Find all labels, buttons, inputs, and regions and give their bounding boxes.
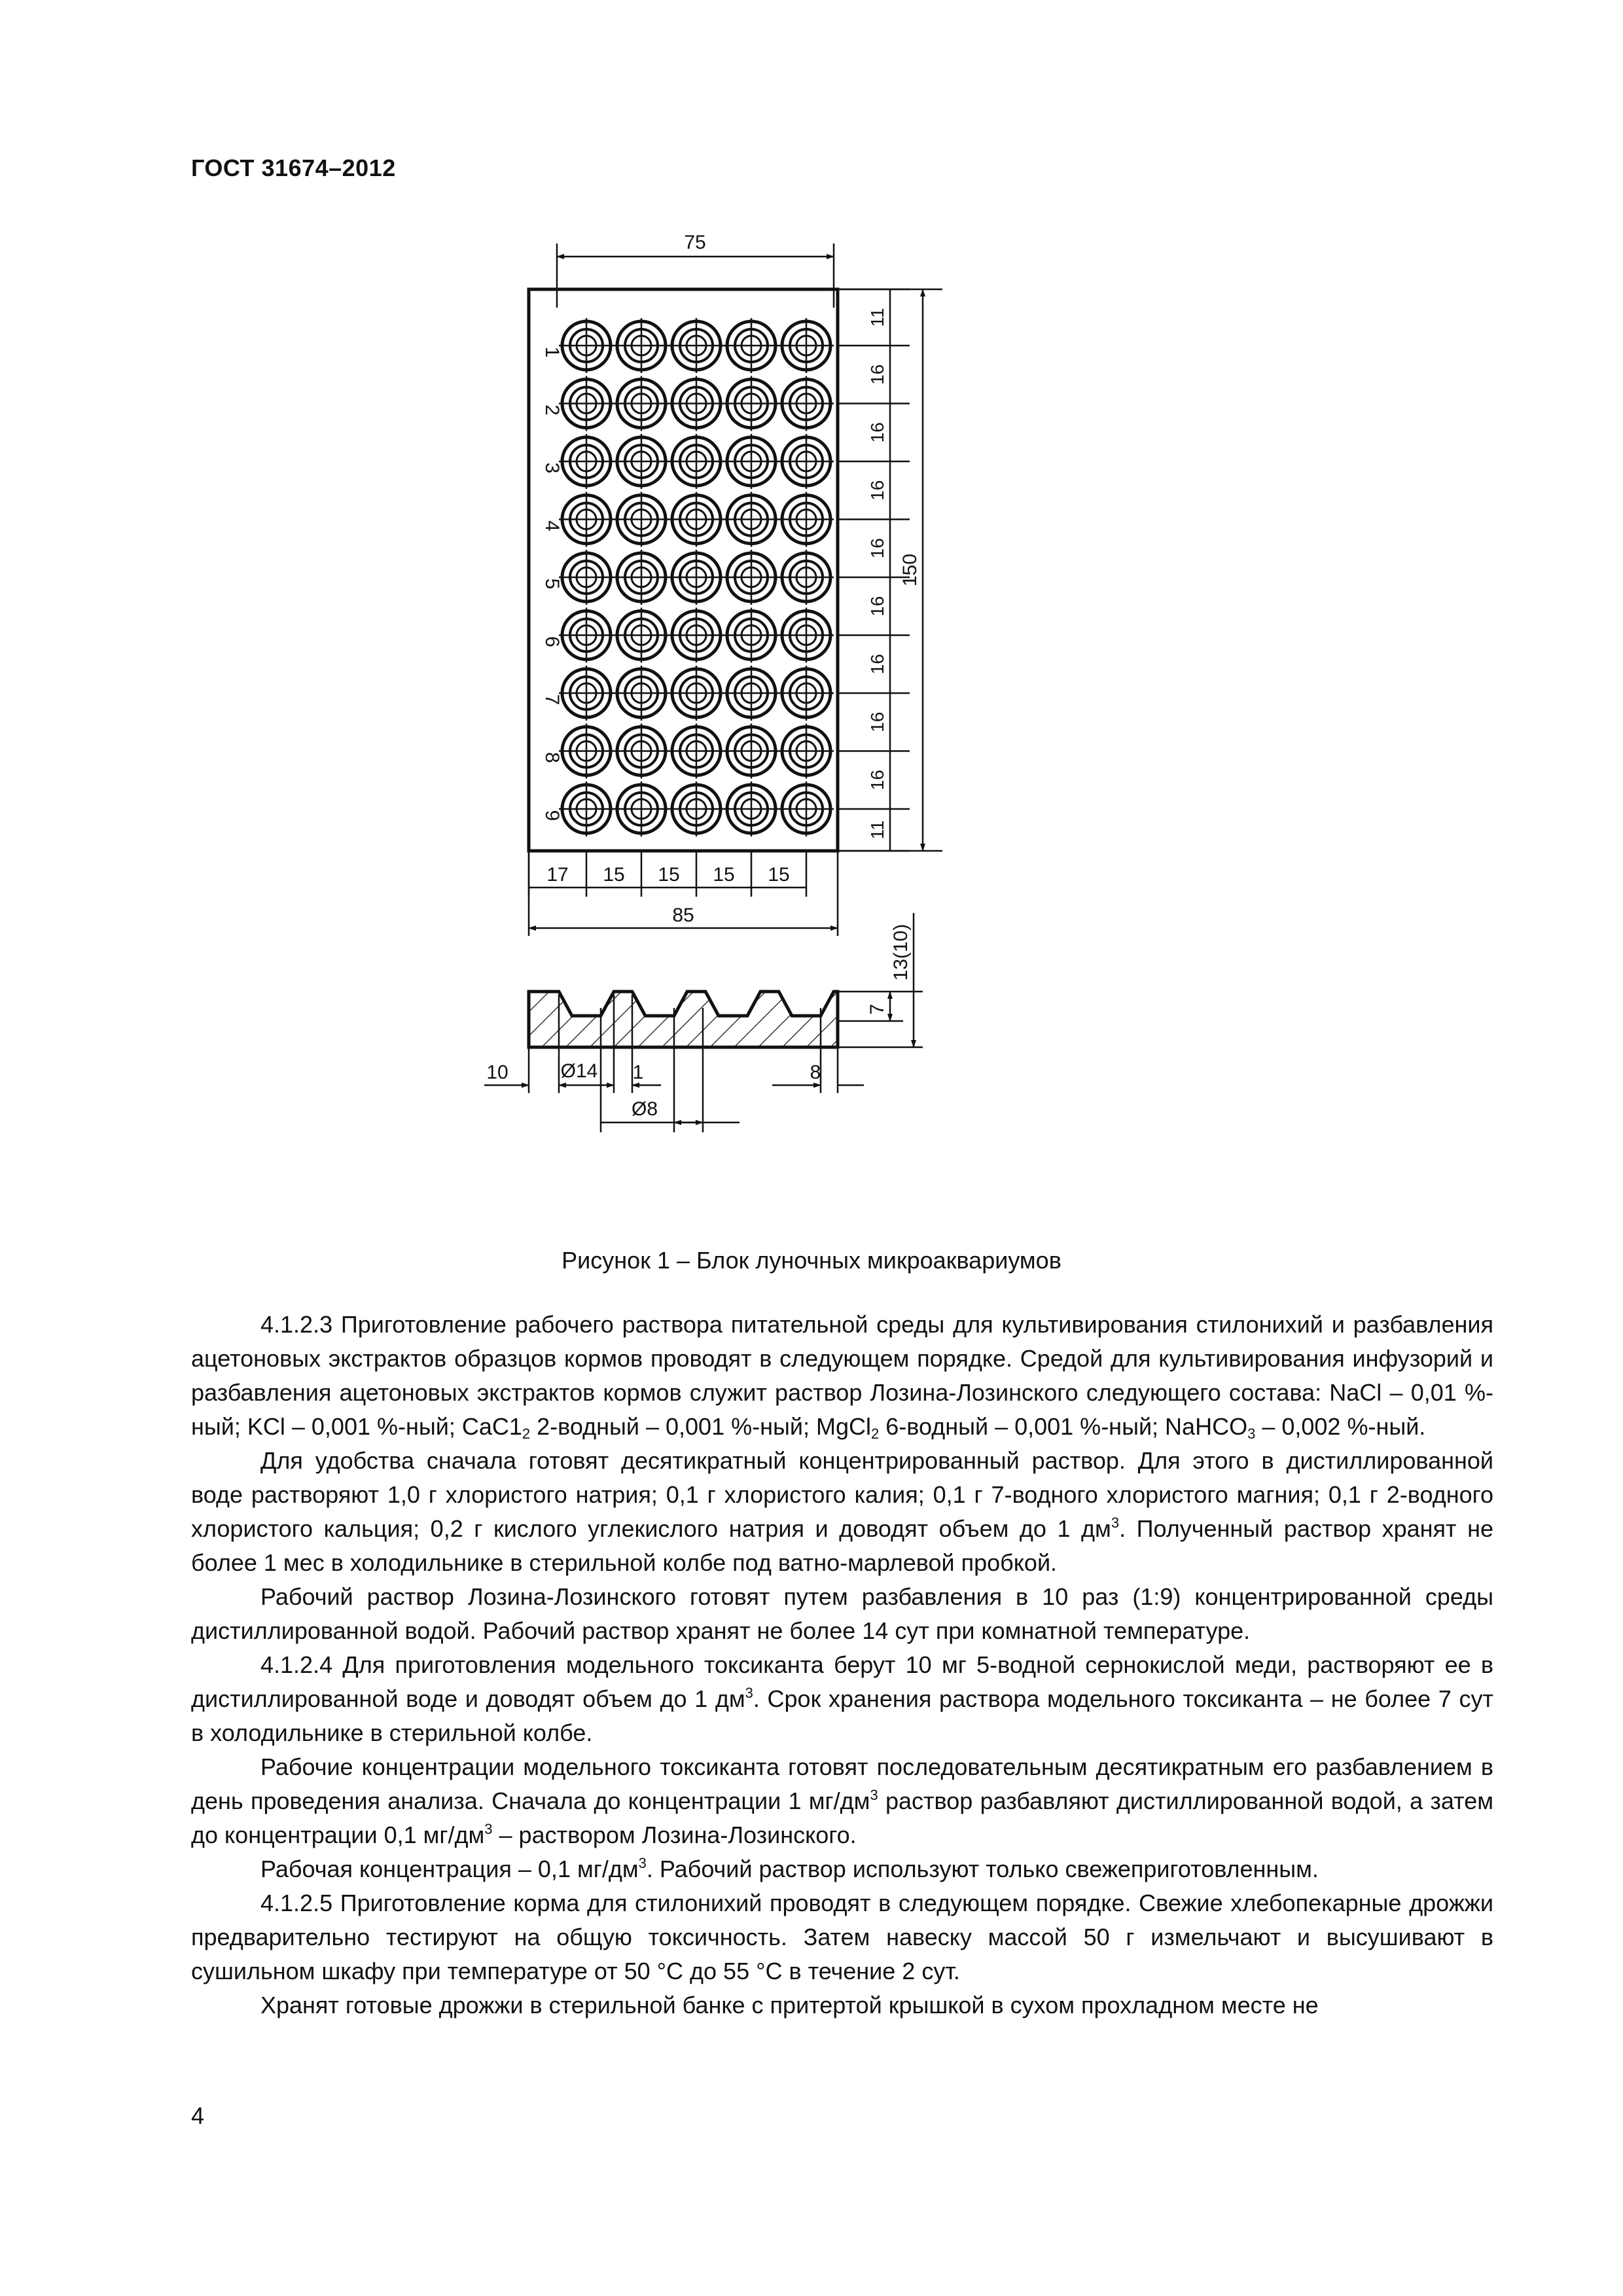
- row-spacing-label: 16: [867, 538, 887, 559]
- section-body: [529, 992, 838, 1047]
- column-spacing-label: 15: [658, 864, 680, 886]
- paragraph: [191, 1988, 1493, 2022]
- wells-grid: [559, 318, 834, 836]
- well: [724, 781, 779, 836]
- paragraph: [191, 1750, 1493, 1852]
- well: [669, 550, 724, 605]
- well: [669, 318, 724, 373]
- well: [614, 781, 669, 836]
- body-text: [191, 1308, 1493, 2022]
- well: [669, 781, 724, 836]
- well: [779, 434, 834, 489]
- well: [724, 376, 779, 431]
- text-run: Хранят готовые дрожжи в стерильной банке с притертой крышкой в сухом прохладном месте не: [260, 1992, 1319, 2018]
- height-label: 150: [899, 553, 921, 587]
- subscript: 3: [1247, 1426, 1256, 1442]
- text-run: 4.1.2.5 Приготовление корма для стилонихий проводят в следующем порядке. Свежие хлебопекарные дрожжи предварительно тестируют на общую токсичность. Затем навеску массой 50 г измельчают и высушивают в сушильном шкафу при температуре от 50 °С до 55 °С в течение 2 сут.: [191, 1890, 1493, 1984]
- text-run: Рабочий раствор Лозина-Лозинского готовят путем разбавления в 10 раз (1:9) концентрированной среды дистиллированной водой. Рабочий раствор хранят не более 14 сут при комнатной температуре.: [191, 1583, 1493, 1644]
- well: [724, 434, 779, 489]
- paragraph: [191, 1648, 1493, 1750]
- well: [724, 492, 779, 547]
- well: [724, 666, 779, 721]
- row-numbers: [541, 347, 563, 821]
- well: [559, 376, 614, 431]
- well: [779, 666, 834, 721]
- well: [614, 550, 669, 605]
- superscript: 3: [870, 1787, 878, 1803]
- well: [614, 376, 669, 431]
- well: [669, 608, 724, 663]
- well: [614, 608, 669, 663]
- well: [559, 492, 614, 547]
- paragraph: [191, 1308, 1493, 1444]
- text-run: . Срок хранения раствора модельного токсиканта – не более 7 сут в холодильнике в стерильной колбе.: [191, 1685, 1493, 1746]
- well: [779, 492, 834, 547]
- well: [779, 781, 834, 836]
- well: [559, 550, 614, 605]
- text-run: раствор разбавляют дистиллированной водой, а затем до концентрации 0,1 мг/дм: [191, 1787, 1494, 1848]
- section-label-d8: Ø8: [631, 1098, 658, 1120]
- paragraph: [191, 1852, 1493, 1886]
- well: [779, 376, 834, 431]
- section-height-7: 7: [866, 1003, 888, 1015]
- row-spacing-label: 16: [867, 711, 887, 732]
- column-spacing-label: 17: [546, 864, 569, 886]
- row-spacing-label: 16: [867, 364, 887, 385]
- well: [669, 434, 724, 489]
- well: [559, 666, 614, 721]
- well: [559, 781, 614, 836]
- well: [614, 724, 669, 779]
- well: [724, 724, 779, 779]
- section-label-1: 1: [632, 1062, 644, 1083]
- well: [779, 318, 834, 373]
- section-label-8: 8: [810, 1062, 821, 1083]
- well: [614, 666, 669, 721]
- text-run: Для удобства сначала готовят десятикратный концентрированный раствор. Для этого в дистиллированной воде растворяют 1,0 г хлористого натрия; 0,1 г хлористого калия; 0,1 г 7-водного хлористого магния; 0,1 г 2-водного хлористого кальция; 0,2 г кислого углекислого натрия и доводят объем до 1 дм: [191, 1447, 1493, 1542]
- text-run: – 0,002 %-ный.: [1255, 1413, 1426, 1440]
- column-spacing-label: 15: [713, 864, 735, 886]
- superscript: 3: [638, 1855, 647, 1871]
- section-height-13-10: 13(10): [890, 924, 912, 981]
- subscript: 2: [522, 1426, 531, 1442]
- paragraph: [191, 1580, 1493, 1648]
- page-number: 4: [191, 2102, 205, 2129]
- text-run: – раствором Лозина-Лозинского.: [492, 1821, 857, 1848]
- plate-width-label: 85: [672, 905, 694, 926]
- row-spacing-label: 16: [867, 480, 887, 501]
- paragraph: [191, 1886, 1493, 1988]
- subscript: 2: [870, 1426, 880, 1442]
- row-spacing-label: 11: [867, 820, 887, 840]
- row-number: 7: [541, 694, 563, 706]
- well: [779, 608, 834, 663]
- superscript: 3: [745, 1685, 753, 1701]
- row-number: 5: [541, 578, 563, 590]
- well: [559, 608, 614, 663]
- row-number: 4: [541, 520, 563, 531]
- row-number: 2: [541, 404, 563, 416]
- width-label: 75: [684, 232, 706, 253]
- well: [614, 434, 669, 489]
- column-spacing-label: 15: [768, 864, 790, 886]
- text-run: 4.1.2.3 Приготовление рабочего раствора питательной среды для культивирования стилонихий и разбавления ацетоновых экстрактов образцов кормов проводят в следующем порядке. Средой для культивирования инфузорий и разбавления ацетоновых экстрактов кормов служит раствор Лозина-Лозинского следующего состава: NaCl – 0,01 %-ный; KCl – 0,001 %-ный; CaC1: [191, 1311, 1493, 1440]
- row-number: 1: [541, 346, 563, 358]
- well: [559, 724, 614, 779]
- text-run: 6-водный – 0,001 %-ный; NaHCO: [879, 1413, 1248, 1440]
- column-spacing-label: 15: [603, 864, 625, 886]
- well: [779, 550, 834, 605]
- well: [724, 550, 779, 605]
- row-spacing-label: 16: [867, 770, 887, 791]
- text-run: Рабочая концентрация – 0,1 мг/дм: [260, 1856, 639, 1882]
- row-number: 3: [541, 462, 563, 474]
- section-view: [484, 913, 923, 1132]
- section-label-10: 10: [486, 1062, 508, 1083]
- text-run: . Рабочий раствор используют только свежеприготовленным.: [646, 1856, 1319, 1882]
- row-number: 6: [541, 636, 563, 647]
- paragraph: [191, 1444, 1493, 1580]
- well: [724, 318, 779, 373]
- figure-microaquarium-block: [0, 216, 1623, 1185]
- text-run: 2-водный – 0,001 %-ный; MgCl: [530, 1413, 871, 1440]
- well: [669, 666, 724, 721]
- superscript: 3: [1111, 1515, 1120, 1531]
- well: [559, 318, 614, 373]
- well: [614, 318, 669, 373]
- well: [669, 724, 724, 779]
- well: [669, 492, 724, 547]
- text-run: . Полученный раствор хранят не более 1 мес в холодильнике в стерильной колбе под ватно-марлевой пробкой.: [191, 1515, 1493, 1576]
- row-spacing-label: 16: [867, 422, 887, 443]
- figure-caption: Рисунок 1 – Блок луночных микроаквариумов: [562, 1247, 1061, 1274]
- top-view: [529, 232, 942, 936]
- well: [614, 492, 669, 547]
- text-run: 4.1.2.4 Для приготовления модельного токсиканта берут 10 мг 5-водной сернокислой меди, растворяют ее в дистиллированной воде и доводят объем до 1 дм: [191, 1651, 1493, 1712]
- well: [669, 376, 724, 431]
- document-code: ГОСТ 31674–2012: [191, 154, 396, 181]
- well: [559, 434, 614, 489]
- section-label-d14: Ø14: [560, 1060, 598, 1082]
- row-number: 8: [541, 752, 563, 763]
- text-run: Рабочие концентрации модельного токсиканта готовят последовательным десятикратным его разбавлением в день проведения анализа. Сначала до концентрации 1 мг/дм: [191, 1753, 1493, 1814]
- well: [724, 608, 779, 663]
- superscript: 3: [484, 1821, 493, 1837]
- column-spacing-dimensions: [529, 851, 806, 897]
- row-spacing-label: 11: [867, 308, 887, 327]
- row-spacing-label: 16: [867, 596, 887, 617]
- row-number: 9: [541, 810, 563, 821]
- row-spacing-label: 16: [867, 654, 887, 675]
- well: [779, 724, 834, 779]
